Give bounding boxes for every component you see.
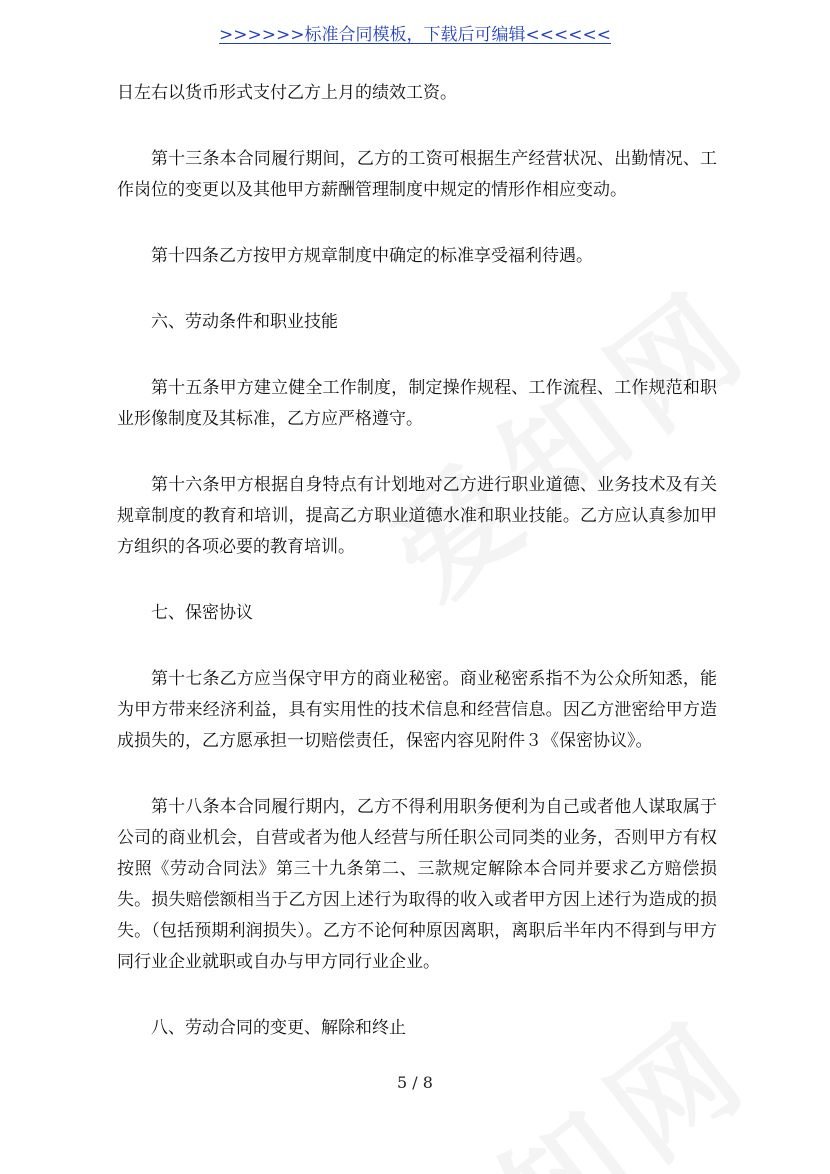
article-16: 第十六条甲方根据自身特点有计划地对乙方进行职业道德、业务技术及有关规章制度的教育和培训，提高乙方职业道德水准和职业技能。乙方应认真参加甲方组织的各项必要的教育培训。 [117, 475, 717, 557]
template-download-link[interactable]: >>>>>>标准合同模板，下载后可编辑<<<<<< [219, 25, 611, 45]
article-14: 第十四条乙方按甲方规章制度中确定的标准享受福利待遇。 [151, 246, 593, 266]
article-17: 第十七条乙方应当保守甲方的商业秘密。商业秘密系指不为公众所知悉，能为甲方带来经济利益，具有实用性的技术信息和经营信息。因乙方泄密给甲方造成损失的，乙方愿承担一切赔偿责任，保密内容见附件３《保密协议》。 [117, 669, 717, 751]
section-heading-7: 七、保密协议 [151, 603, 253, 623]
section-heading-8: 八、劳动合同的变更、解除和终止 [151, 1018, 406, 1038]
document-body [117, 78, 717, 1044]
page-number: 5 / 8 [397, 1073, 433, 1092]
paragraph-continuation: 日左右以货币形式支付乙方上月的绩效工资。 [117, 83, 457, 103]
article-18: 第十八条本合同履行期内，乙方不得利用职务便利为自己或者他人谋取属于公司的商业机会，自营或者为他人经营与所任职公司同类的业务，否则甲方有权按照《劳动合同法》第三十九条第二、三款规定解除本合同并要求乙方赔偿损失。损失赔偿额相当于乙方因上述行为取得的收入或者甲方因上述行为造成的损失。（包括预期利润损失）。乙方不论何种原因离职，离职后半年内不得到与甲方同行业企业就职或自办与甲方同行业企业。 [117, 797, 717, 972]
section-heading-6: 六、劳动条件和职业技能 [151, 312, 338, 332]
article-13: 第十三条本合同履行期间，乙方的工资可根据生产经营状况、出勤情况、工作岗位的变更以及其他甲方薪酬管理制度中规定的情形作相应变动。 [117, 149, 717, 200]
article-15: 第十五条甲方建立健全工作制度，制定操作规程、工作流程、工作规范和职业形像制度及其标准，乙方应严格遵守。 [117, 378, 717, 429]
